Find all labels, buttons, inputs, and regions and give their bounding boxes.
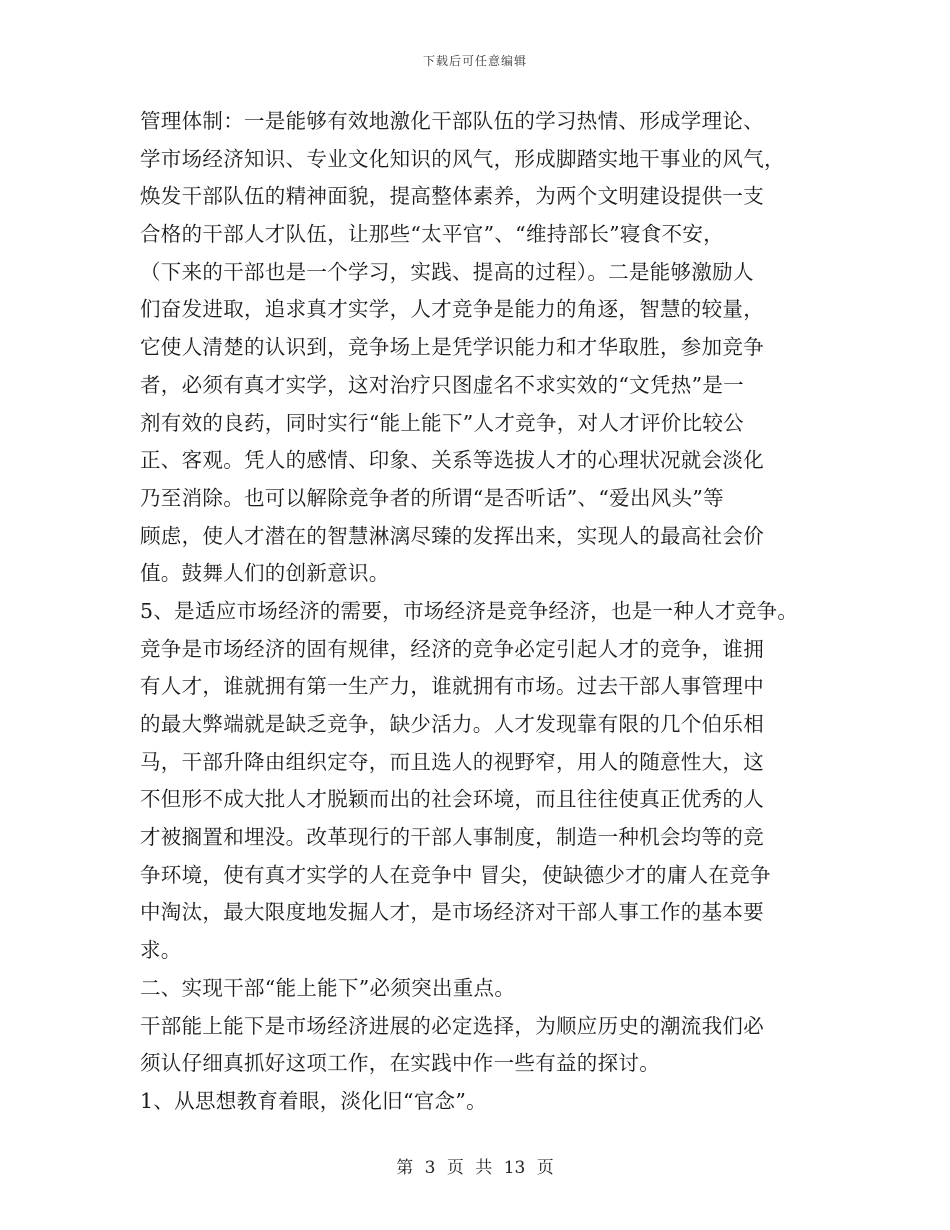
page-header: 下载后可任意编辑 bbox=[422, 54, 527, 68]
section-heading: 二、实现干部“能上能下”必须突出重点。 bbox=[140, 975, 516, 1000]
subsection-heading: 1、从思想教育着眼，淡化旧“官念”。 bbox=[140, 1088, 487, 1113]
text-line: 才被搁置和埋没。改革现行的干部人事制度，制造一种机会均等的竞 bbox=[140, 825, 764, 850]
text-line: 剂有效的良药，同时实行“能上能下”人才竞争，对人才评价比较公 bbox=[140, 410, 744, 435]
text-line: 须认仔细真抓好这项工作，在实践中作一些有益的探讨。 bbox=[140, 1051, 660, 1076]
text-line: 5、是适应市场经济的需要，市场经济是竞争经济，也是一种人才竞争。 bbox=[140, 598, 799, 623]
text-line: 合格的干部人才队伍，让那些“太平官”、“维持部长”寝食不安， bbox=[140, 222, 724, 247]
text-line: 值。鼓舞人们的创新意识。 bbox=[140, 561, 390, 586]
text-line: 顾虑，使人才潜在的智慧淋漓尽臻的发挥出来，实现人的最高社会价 bbox=[140, 523, 764, 548]
text-line: 竞争是市场经济的固有规律，经济的竞争必定引起人才的竞争，谁拥 bbox=[140, 636, 764, 661]
text-line: 中淘汰，最大限度地发掘人才，是市场经济对干部人事工作的基本要 bbox=[140, 900, 764, 925]
text-line: 不但形不成大批人才脱颖而出的社会环境，而且往往使真正优秀的人 bbox=[140, 787, 764, 812]
text-line: 焕发干部队伍的精神面貌，提高整体素养，为两个文明建设提供一支 bbox=[140, 184, 764, 209]
page-number-footer: 第 3 页 共 13 页 bbox=[396, 1158, 554, 1178]
text-line: 争环境，使有真才实学的人在竞争中 冒尖，使缺德少才的庸人在竞争 bbox=[140, 862, 771, 887]
text-line: 求。 bbox=[140, 938, 182, 963]
text-line: （下来的干部也是一个学习，实践、提高的过程）。二是能够激励人 bbox=[140, 259, 754, 284]
text-line: 们奋发进取，追求真才实学，人才竞争是能力的角逐，智慧的较量， bbox=[140, 297, 764, 322]
text-line: 有人才，谁就拥有第一生产力，谁就拥有市场。过去干部人事管理中 bbox=[140, 674, 764, 699]
text-line: 马，干部升降由组织定夺，而且选人的视野窄，用人的随意性大，这 bbox=[140, 749, 764, 774]
text-line: 乃至消除。也可以解除竞争者的所谓“是否听话”、“爱出风头”等 bbox=[140, 485, 724, 510]
text-line: 正、客观。凭人的感情、印象、关系等选拔人才的心理状况就会淡化 bbox=[140, 448, 764, 473]
text-line: 它使人清楚的认识到，竞争场上是凭学识能力和才华取胜，参加竞争 bbox=[140, 335, 764, 360]
text-line: 干部能上能下是市场经济进展的必定选择，为顺应历史的潮流我们必 bbox=[140, 1013, 764, 1038]
text-line: 的最大弊端就是缺乏竞争，缺少活力。人才发现靠有限的几个伯乐相 bbox=[140, 712, 764, 736]
body-text bbox=[140, 103, 820, 1121]
text-line: 者，必须有真才实学，这对治疗只图虚名不求实效的“文凭热”是一 bbox=[140, 372, 744, 397]
text-line: 学市场经济知识、专业文化知识的风气，形成脚踏实地干事业的风气， bbox=[140, 146, 785, 171]
text-line: 管理体制：一是能够有效地激化干部队伍的学习热情、形成学理论、 bbox=[140, 109, 764, 133]
